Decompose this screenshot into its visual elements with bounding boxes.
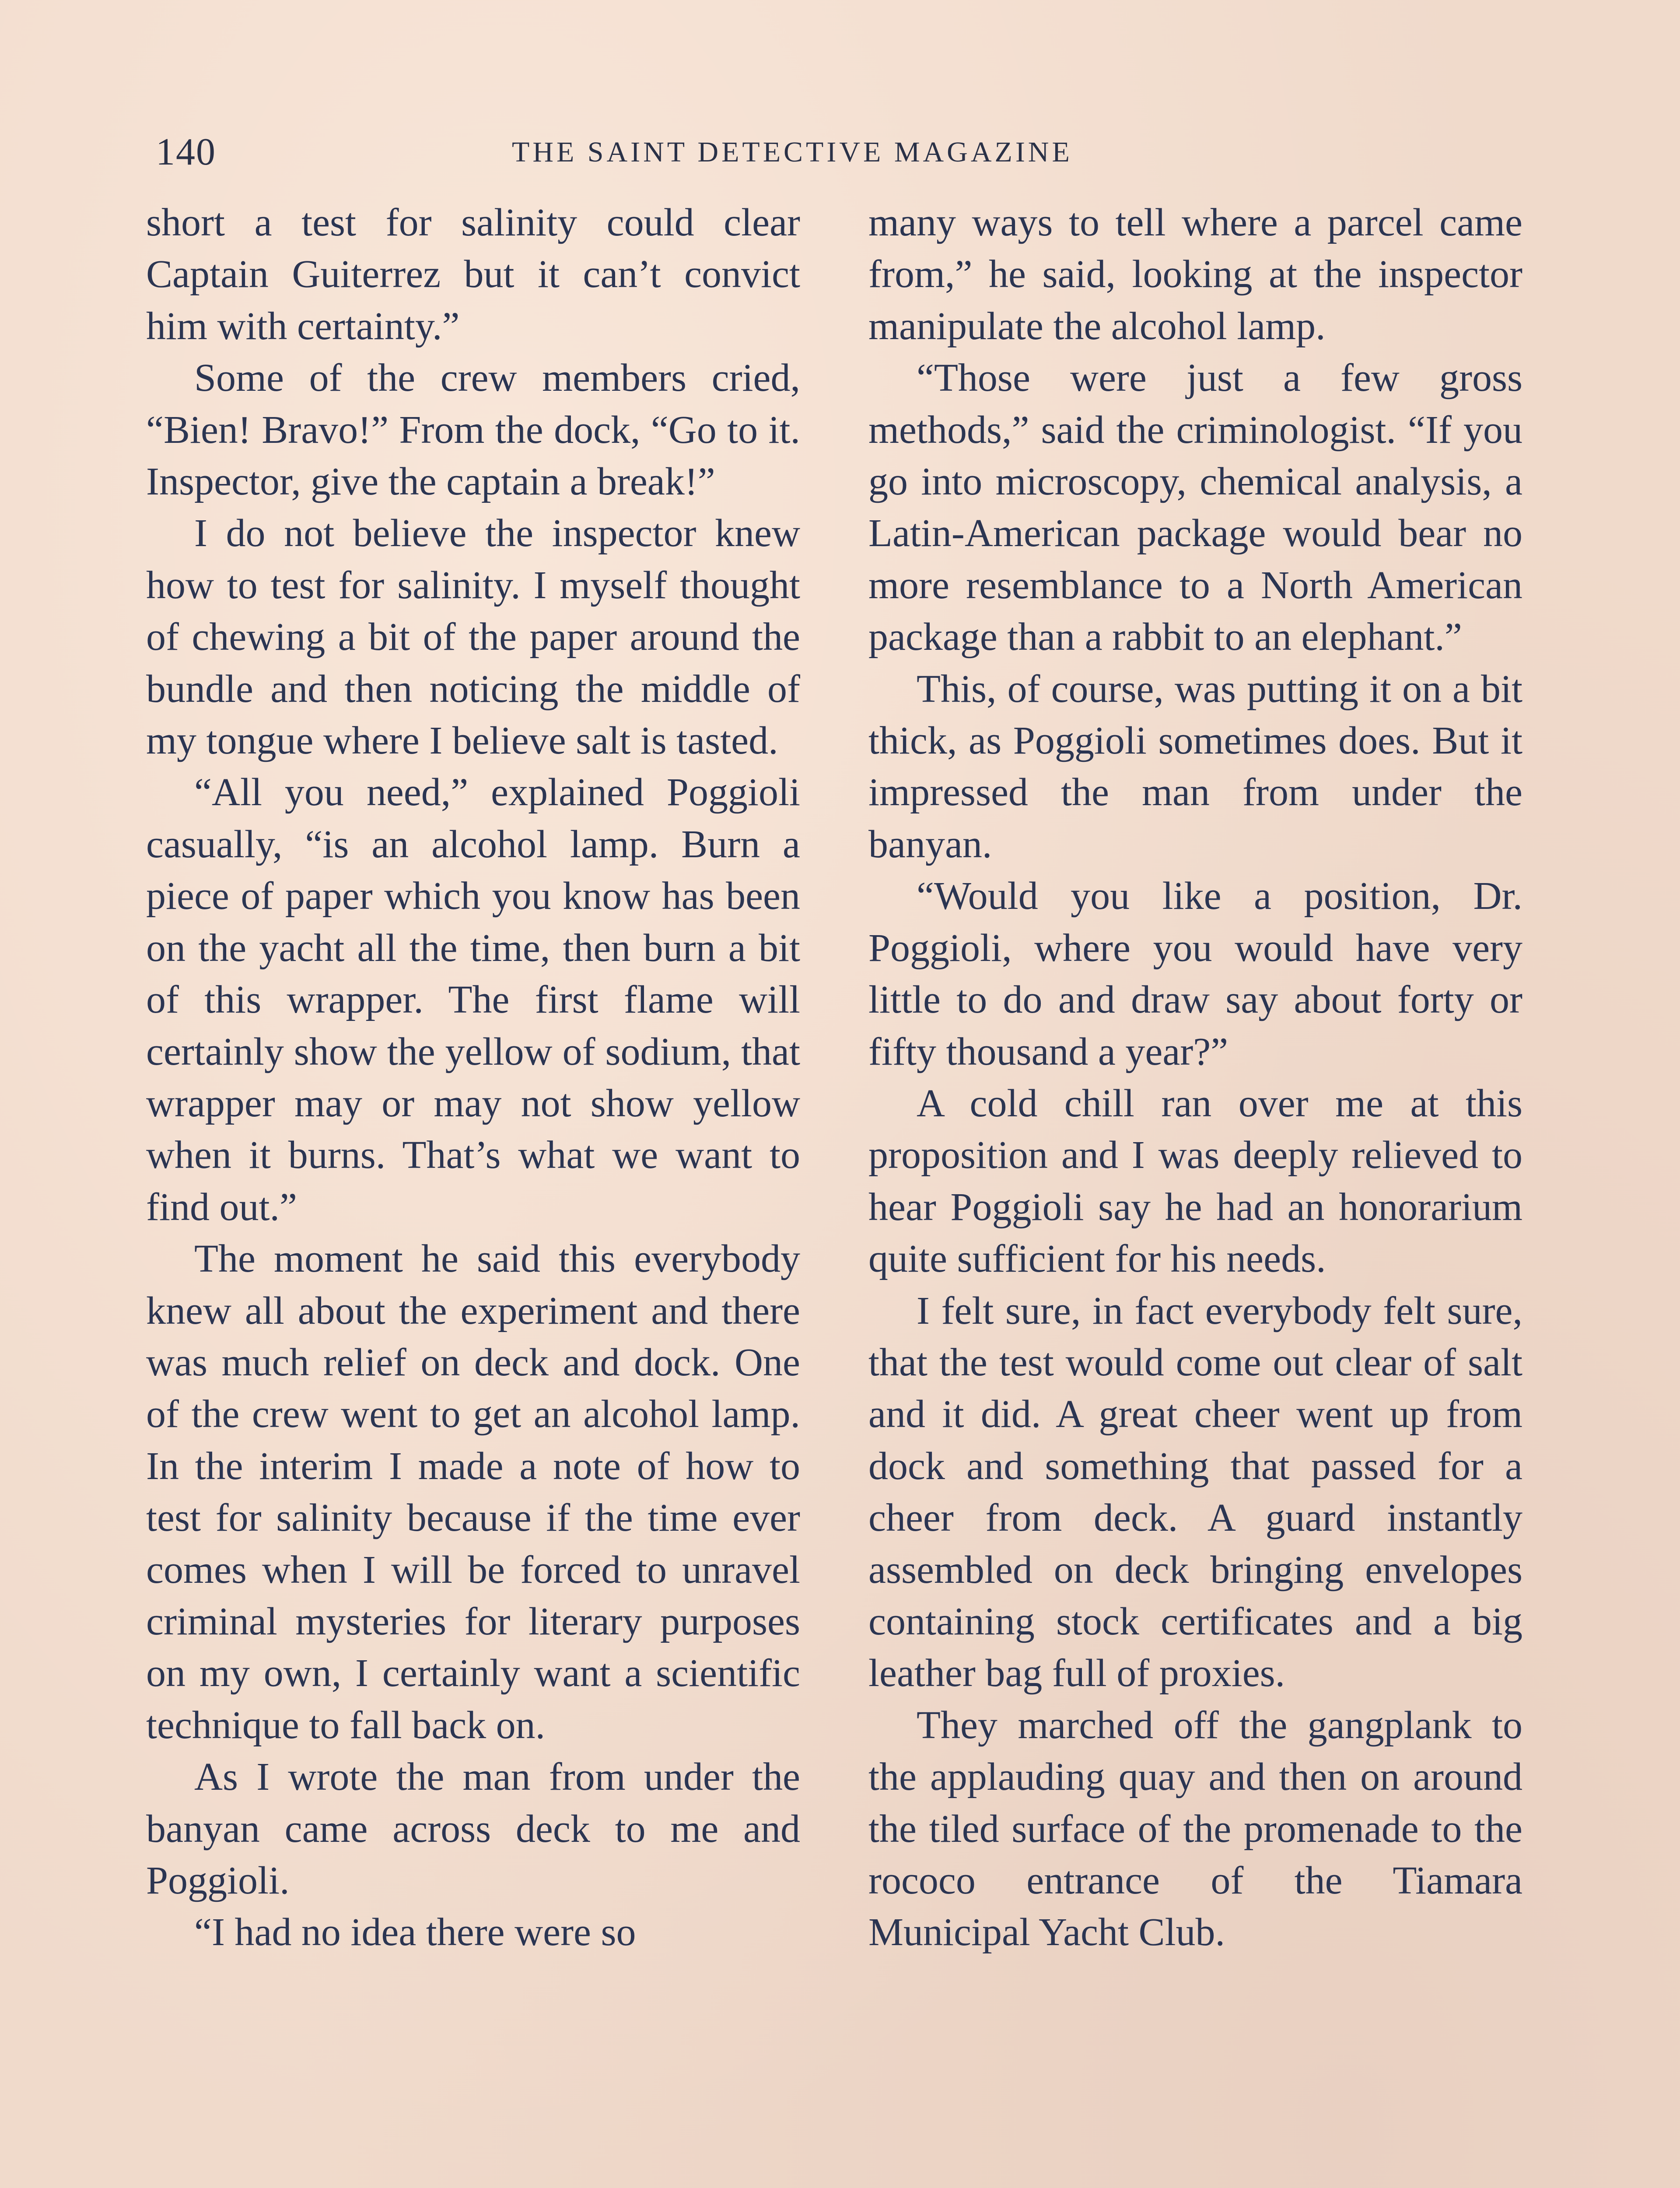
- paragraph: “Those were just a few gross methods,” said the criminologist. “If you go into microscopy, chemical analysis, a Latin-American package would bear no more resemblance to a North American package than a rabbit to an elephant.”: [868, 356, 1522, 659]
- paragraph: The moment he said this everybody knew all about the experiment and there was much relief on deck and dock. One of the crew went to get an alcohol lamp. In the interim I made a note of how to test for salinity because if the time ever comes when I will be forced to unravel criminal mysteries for literary purposes on my own, I certainly want a scientific technique to fall back on.: [146, 1237, 800, 1747]
- paragraph: “Would you like a position, Dr. Poggioli, where you would have very little to do and draw say about forty or fifty thousand a year?”: [868, 874, 1522, 1073]
- paragraph: many ways to tell where a parcel came from,” he said, looking at the inspector manipulate the alcohol lamp.: [868, 201, 1522, 348]
- paragraph: This, of course, was putting it on a bit thick, as Poggioli sometimes does. But it impressed the man from under the banyan.: [868, 667, 1522, 866]
- page-number: 140: [156, 131, 216, 173]
- page-header: [0, 126, 1680, 179]
- running-head: THE SAINT DETECTIVE MAGAZINE: [512, 136, 1073, 168]
- paragraph: As I wrote the man from under the banyan came across deck to me and Poggioli.: [146, 1755, 800, 1902]
- paragraph: A cold chill ran over me at this proposition and I was deeply relieved to hear Poggioli say he had an honorarium quite sufficient for his needs.: [868, 1081, 1522, 1281]
- paragraph: I felt sure, in fact everybody felt sure, that the test would come out clear of salt and it did. A great cheer went up from dock and something that passed for a cheer from deck. A guard instantly assembled on deck bringing envelopes containing stock certificates and a big leather bag full of proxies.: [868, 1289, 1522, 1695]
- right-column: [868, 197, 1522, 1959]
- paragraph: “All you need,” explained Poggioli casually, “is an alcohol lamp. Burn a piece of paper which you know has been on the yacht all the time, then burn a bit of this wrapper. The first flame will certainly show the yellow of sodium, that wrapper may or may not show yellow when it burns. That’s what we want to find out.”: [146, 771, 800, 1229]
- paragraph: short a test for salinity could clear Captain Guiterrez but it can’t convict him with certainty.”: [146, 201, 800, 348]
- paragraph: “I had no idea there were so: [194, 1911, 636, 1954]
- left-column: [146, 197, 800, 1959]
- paragraph: Some of the crew members cried, “Bien! Bravo!” From the dock, “Go to it. Inspector, give the captain a break!”: [146, 356, 800, 504]
- paragraph: I do not believe the inspector knew how to test for salinity. I myself thought of chewing a bit of the paper around the bundle and then noticing the middle of my tongue where I believe salt is tasted.: [146, 512, 800, 763]
- paragraph: They marched off the gangplank to the applauding quay and then on around the tiled surface of the promenade to the rococo entrance of the Tiamara Municipal Yacht Club.: [868, 1703, 1522, 1954]
